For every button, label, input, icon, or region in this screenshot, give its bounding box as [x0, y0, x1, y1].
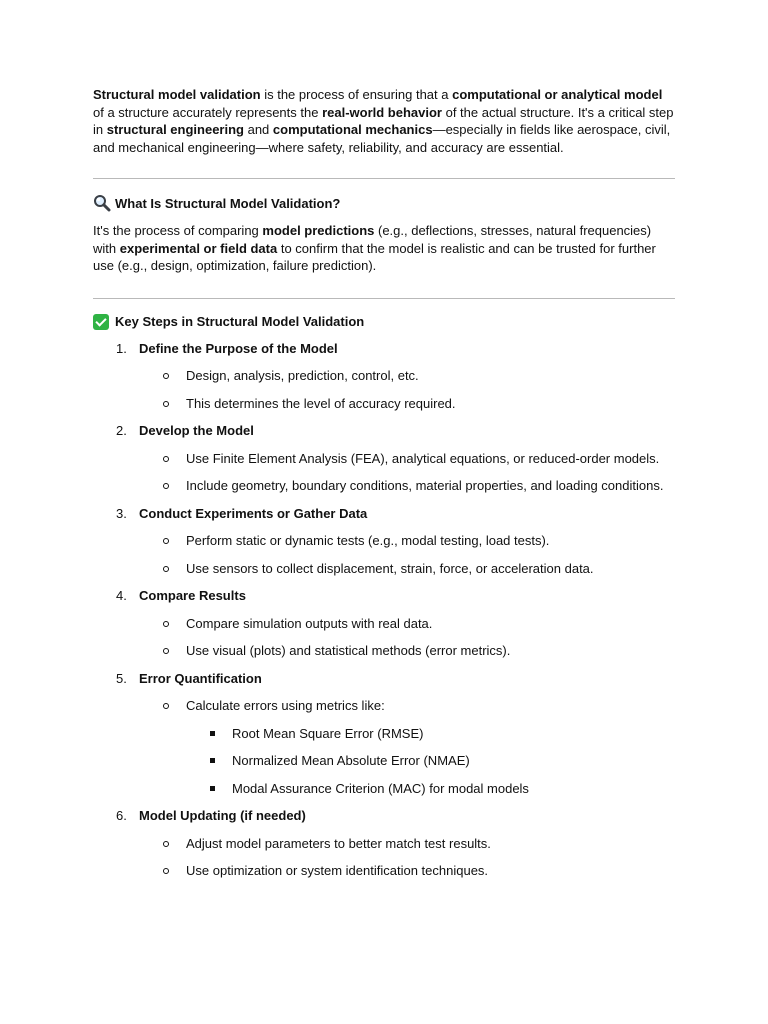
step-item [93, 587, 675, 660]
sub-list-item-text: Use visual (plots) and statistical methods (error metrics). [186, 643, 511, 658]
hollow-bullet-icon [163, 566, 169, 572]
section1-text-5: to confirm that the model is realistic and can be trusted for further use (e.g., design, optimization, failure prediction). [93, 240, 656, 273]
step-title [93, 670, 675, 688]
step-title [93, 340, 675, 358]
nested-list-item-text: Root Mean Square Error (RMSE) [232, 725, 424, 741]
sub-list-item [93, 560, 675, 578]
sub-list-item [93, 835, 675, 853]
intro-bold-3: computational or analytical model [452, 87, 663, 102]
hollow-bullet-icon [163, 401, 169, 407]
sub-list-item [93, 450, 675, 468]
nested-list-item-text: Normalized Mean Absolute Error (NMAE) [232, 753, 470, 768]
step-sub-list [93, 450, 675, 495]
intro-text-2: is the process of ensuring that a [260, 87, 453, 102]
intro-bold-1: Structural model validation [93, 87, 261, 102]
sub-list-item-text: This determines the level of accuracy required. [186, 395, 456, 411]
section-heading-text: What Is Structural Model Validation? [115, 195, 341, 211]
hollow-bullet-icon [163, 456, 169, 462]
step-number: 3. [116, 505, 127, 521]
section-heading-what-is [93, 194, 675, 212]
hollow-bullet-icon [163, 703, 169, 709]
intro-bold-5: real-world behavior [322, 104, 442, 120]
step-item [93, 505, 675, 578]
intro-text-6: of the actual structure. It's a critical step in [93, 104, 674, 137]
step-sub-list [93, 532, 675, 577]
sub-list-item-text: Perform static or dynamic tests (e.g., modal testing, load tests). [186, 533, 550, 548]
step-number: 6. [116, 808, 127, 823]
intro-text-10: —especially in fields like aerospace, civil, and mechanical engineering—where safety, reliability, and accuracy are essential. [93, 122, 671, 155]
hollow-bullet-icon [163, 483, 169, 489]
step-title-text: Develop the Model [139, 423, 254, 438]
step-number: 2. [116, 423, 127, 438]
sub-list-item-text: Compare simulation outputs with real data. [186, 615, 433, 631]
step-sub-list [93, 835, 675, 880]
square-bullet-icon [210, 786, 215, 791]
sub-list-item-text: Calculate errors using metrics like: [186, 698, 385, 713]
section1-bold-4: experimental or field data [119, 240, 278, 256]
step-title [93, 422, 675, 440]
intro-text-8: and [243, 122, 273, 137]
magnifying-glass-icon [93, 194, 111, 212]
section1-text-1: It's the process of comparing [93, 223, 263, 238]
sub-list-item-text: Design, analysis, prediction, control, etc. [186, 368, 419, 383]
intro-text-4: of a structure accurately represents the [93, 104, 323, 120]
sub-list-item [93, 642, 675, 660]
hollow-bullet-icon [163, 868, 169, 874]
section1-bold-2: model predictions [262, 223, 375, 238]
sub-list-item-text: Include geometry, boundary conditions, material properties, and loading conditions. [186, 478, 664, 493]
step-number: 1. [116, 340, 127, 356]
hollow-bullet-icon [163, 841, 169, 847]
section-heading-key-steps [93, 314, 675, 330]
section1-paragraph [93, 222, 675, 275]
step-title-text: Error Quantification [139, 670, 262, 686]
step-title-text: Conduct Experiments or Gather Data [139, 505, 368, 521]
steps-list [93, 340, 675, 880]
nested-list-item [93, 725, 675, 743]
step-sub-list [93, 367, 675, 412]
divider [93, 178, 675, 179]
sub-list-item [93, 477, 675, 495]
step-title-text: Model Updating (if needed) [139, 808, 306, 823]
sub-list-item [93, 862, 675, 880]
hollow-bullet-icon [163, 648, 169, 654]
step-sub-list [93, 615, 675, 660]
sub-list-item [93, 615, 675, 633]
step-title-text: Compare Results [139, 588, 246, 603]
step-title [93, 505, 675, 523]
sub-list-item [93, 532, 675, 550]
step-sub-list [93, 697, 675, 715]
sub-list-item [93, 367, 675, 385]
intro-bold-9: computational mechanics [272, 122, 433, 137]
square-bullet-icon [210, 758, 215, 763]
nested-list [93, 725, 675, 798]
sub-list-item-text: Use sensors to collect displacement, strain, force, or acceleration data. [186, 560, 594, 576]
intro-paragraph [93, 86, 675, 156]
section1-text-3: (e.g., deflections, stresses, natural frequencies) with [93, 223, 652, 256]
step-item [93, 807, 675, 880]
hollow-bullet-icon [163, 373, 169, 379]
step-title [93, 807, 675, 825]
sub-list-item [93, 395, 675, 413]
step-title [93, 587, 675, 605]
step-number: 4. [116, 588, 127, 603]
divider [93, 298, 675, 299]
square-bullet-icon [210, 731, 215, 736]
nested-list-item [93, 752, 675, 770]
check-mark-icon [93, 314, 109, 330]
nested-list-item [93, 780, 675, 798]
step-item [93, 422, 675, 495]
step-number: 5. [116, 670, 127, 686]
intro-bold-7: structural engineering [106, 122, 244, 137]
step-item [93, 670, 675, 798]
section-heading-text: Key Steps in Structural Model Validation [115, 314, 365, 329]
hollow-bullet-icon [163, 538, 169, 544]
hollow-bullet-icon [163, 621, 169, 627]
sub-list-item-text: Adjust model parameters to better match test results. [186, 835, 491, 851]
nested-list-item-text: Modal Assurance Criterion (MAC) for modal models [232, 780, 529, 796]
step-title-text: Define the Purpose of the Model [139, 340, 338, 356]
sub-list-item-text: Use Finite Element Analysis (FEA), analytical equations, or reduced-order models. [186, 450, 660, 466]
sub-list-item-text: Use optimization or system identification techniques. [186, 863, 489, 878]
sub-list-item [93, 697, 675, 715]
step-item [93, 340, 675, 413]
